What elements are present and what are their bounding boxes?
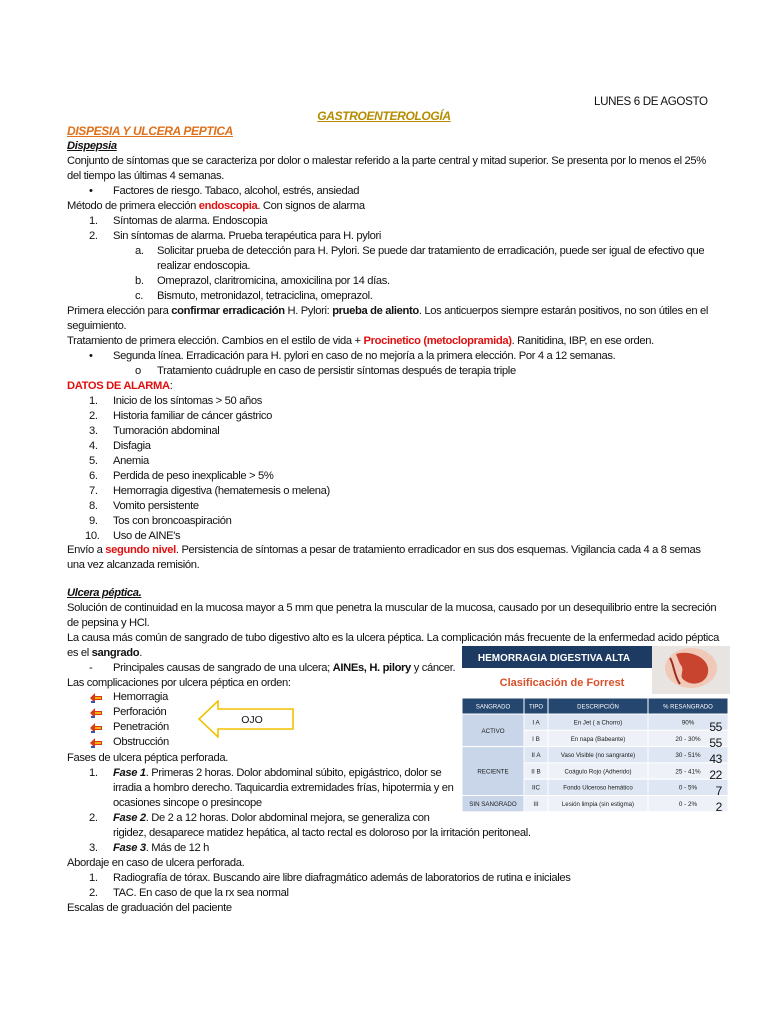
subtitle-dispepsia: Dispepsia: [67, 140, 117, 152]
sub-item-b: Omeprazol, claritromicina, amoxicilina por 14 días.: [157, 275, 390, 287]
list-number: 3.: [89, 842, 98, 854]
dispepsia-definition-line2: del tiempo las últimas 4 semanas.: [67, 170, 224, 182]
segunda-linea: Segunda línea. Erradicación para H. pylori en caso de no mejoría a la primera elección. Por 4 a 12 semanas.: [113, 350, 616, 362]
complicacion-item: Penetración: [113, 721, 169, 733]
list-number: 10.: [85, 530, 100, 542]
side-number: 55: [709, 736, 722, 750]
risk-factors: Factores de riesgo. Tabaco, alcohol, estrés, ansiedad: [113, 185, 360, 197]
alarma-item: Uso de AINE's: [113, 530, 181, 542]
sub-letter: b.: [135, 275, 144, 287]
primera-eleccion-line1: Primera elección para confirmar erradicación H. Pylori: prueba de aliento. Los anticuerpos siempre estarán positivos, no son útiles en el: [67, 305, 709, 317]
sub-letter: a.: [135, 245, 144, 257]
forrest-pct: 0 - 5%: [678, 784, 698, 792]
side-number: 22: [709, 768, 722, 782]
forrest-pct: 90%: [681, 719, 695, 727]
list-number: 1.: [89, 872, 98, 884]
list-item: Sin síntomas de alarma. Prueba terapéutica para H. pylori: [113, 230, 381, 242]
forrest-tipo: I A: [532, 719, 540, 727]
alarma-item: Anemia: [113, 455, 149, 467]
forrest-desc: Coágulo Rojo (Adherido): [564, 768, 632, 776]
pointing-hand-icon: [89, 692, 103, 704]
forrest-group-label: ACTIVO: [481, 727, 505, 735]
side-number: 55: [709, 720, 722, 734]
forrest-group-label: SIN SANGRADO: [469, 801, 517, 809]
list-number: 9.: [89, 515, 98, 527]
alarma-heading: DATOS DE ALARMA:: [67, 380, 173, 392]
ulcera-def-line1: Solución de continuidad en la mucosa mayor a 5 mm que penetra la muscular de la mucosa, causado por un desequilibrio entre la secreción: [67, 602, 717, 614]
fase3-line: Fase 3. Más de 12 h: [113, 842, 209, 854]
alarma-item: Tos con broncoaspiración: [113, 515, 232, 527]
ulcera-def-line2: de pepsina y HCl.: [67, 617, 150, 629]
forrest-header-label: SANGRADO: [475, 704, 511, 711]
list-number: 2.: [89, 230, 98, 242]
forrest-desc: Fondo Ulceroso hemático: [563, 784, 633, 792]
forrest-table-grid: [462, 698, 728, 812]
sub-item-c: Bismuto, metronidazol, tetraciclina, omeprazol.: [157, 290, 373, 302]
side-number: 2: [715, 800, 722, 814]
pointing-hand-icon: [89, 707, 103, 719]
section-title-dispepsia: DISPESIA Y ULCERA PEPTICA: [67, 124, 233, 138]
abordaje-intro: Abordaje en caso de ulcera perforada.: [67, 857, 245, 869]
stomach-illustration-icon: [652, 646, 730, 694]
list-number: 3.: [89, 425, 98, 437]
forrest-pct: 25 - 41%: [675, 768, 701, 776]
forrest-pct: 0 - 2%: [678, 801, 698, 808]
causa-line2: es el sangrado.: [67, 647, 142, 659]
forrest-desc: Lesión limpia (sin estigma): [561, 801, 635, 808]
forrest-desc: En napa (Babeante): [570, 735, 626, 743]
alarma-item: Disfagia: [113, 440, 151, 452]
list-number: 6.: [89, 470, 98, 482]
pointing-hand-icon: [89, 737, 103, 749]
bullet-o: o: [135, 365, 141, 377]
subtitle-ulcera: Ulcera péptica.: [67, 587, 142, 599]
complicacion-item: Perforación: [113, 706, 167, 718]
forrest-banner-text: HEMORRAGIA DIGESTIVA ALTA: [477, 653, 631, 664]
sub-item-a-line1: Solicitar prueba de detección para H. Pylori. Se puede dar tratamiento de erradicación, puede ser igual de efectivo que: [157, 245, 705, 257]
list-item: Síntomas de alarma. Endoscopia: [113, 215, 268, 227]
alarma-item: Perdida de peso inexplicable > 5%: [113, 470, 274, 482]
forrest-desc: En Jet ( a Chorro): [573, 719, 623, 727]
alarma-item: Tumoración abdominal: [113, 425, 220, 437]
list-number: 5.: [89, 455, 98, 467]
causa-line1: La causa más común de sangrado de tubo digestivo alto es la ulcera péptica. La complicación más frecuente de la enfermedad acido péptica: [67, 632, 720, 644]
side-number: 7: [715, 784, 722, 798]
forrest-tipo: II A: [531, 752, 541, 760]
sub-letter: c.: [135, 290, 144, 302]
list-number: 8.: [89, 500, 98, 512]
bullet-dot: •: [89, 185, 93, 197]
list-number: 1.: [89, 767, 98, 779]
page-title: GASTROENTEROLOGÍA: [317, 109, 451, 123]
forrest-classification-table: [462, 646, 730, 824]
primera-eleccion-line2: seguimiento.: [67, 320, 127, 332]
list-number: 7.: [89, 485, 98, 497]
date-label: LUNES 6 DE AGOSTO: [594, 95, 708, 108]
envio-line1: Envío a segundo nivel. Persistencia de síntomas a pesar de tratamiento erradicador en sus dos esquemas. Vigilancia cada 4 a 8 semas: [67, 544, 701, 556]
pointing-hand-icon: [89, 722, 103, 734]
forrest-header-label: % RESANGRADO: [663, 704, 713, 711]
alarma-item: Historia familiar de cáncer gástrico: [113, 410, 273, 422]
envio-line2: una vez alcanzada remisión.: [67, 559, 200, 571]
fase1-line3: ocasiones sincope o presincope: [113, 797, 262, 809]
complicaciones-intro: Las complicaciones por ulcera péptica en orden:: [67, 677, 291, 689]
forrest-desc: Vaso Visible (no sangrante): [560, 752, 636, 760]
list-number: 2.: [89, 812, 98, 824]
dispepsia-definition-line1: Conjunto de síntomas que se caracteriza por dolor o malestar referido a la parte central y mitad superior. Se presenta por lo menos el 25%: [67, 155, 706, 167]
sub-item-a-line2: realizar endoscopia.: [157, 260, 251, 272]
principales-causas: Principales causas de sangrado de una ulcera; AINEs, H. pilory y cáncer.: [113, 662, 456, 674]
forrest-tipo: I B: [532, 735, 540, 743]
alarma-item: Vomito persistente: [113, 500, 199, 512]
fases-intro: Fases de ulcera péptica perforada.: [67, 752, 228, 764]
forrest-title: Clasificación de Forrest: [499, 677, 625, 689]
forrest-tipo: II B: [531, 768, 541, 776]
alarma-item: Hemorragia digestiva (hematemesis o melena): [113, 485, 330, 497]
abordaje-item-1: Radiografía de tórax. Buscando aire libre diafragmático además de laboratorios de rutina e iniciales: [113, 872, 571, 884]
forrest-pct: 20 - 30%: [675, 735, 701, 743]
escalas-line: Escalas de graduación del paciente: [67, 902, 232, 914]
tratamiento-line: Tratamiento de primera elección. Cambios en el estilo de vida + Procinetico (metoclopramida). Ranitidina, IBP, en ese orden.: [67, 335, 654, 347]
complicacion-item: Obstrucción: [113, 736, 169, 748]
fase1-line1: Fase 1. Primeras 2 horas. Dolor abdominal súbito, epigástrico, dolor se: [113, 767, 442, 779]
complicacion-item: Hemorragia: [113, 691, 168, 703]
side-number: 43: [709, 752, 722, 766]
list-number: 2.: [89, 887, 98, 899]
metodo-eleccion: Método de primera elección endoscopia. Con signos de alarma: [67, 200, 365, 212]
forrest-tipo: IIC: [531, 784, 541, 792]
bullet-dot: •: [89, 350, 93, 362]
forrest-pct: 30 - 51%: [675, 752, 701, 760]
dash-bullet: -: [89, 662, 93, 674]
list-number: 1.: [89, 395, 98, 407]
ojo-label: OJO: [241, 714, 263, 726]
list-number: 2.: [89, 410, 98, 422]
list-number: 4.: [89, 440, 98, 452]
forrest-header-label: DESCRIPCIÓN: [577, 704, 619, 711]
abordaje-item-2: TAC. En caso de que la rx sea normal: [113, 887, 289, 899]
forrest-group-label: RECIENTE: [477, 768, 509, 776]
fase1-line2: irradia a hombro derecho. Taquicardia extremidades frías, hipotermia y en: [113, 782, 454, 794]
alarma-item: Inicio de los síntomas > 50 años: [113, 395, 262, 407]
fase2-line1: Fase 2. De 2 a 12 horas. Dolor abdominal mejora, se generaliza con: [113, 812, 430, 824]
forrest-header-label: TIPO: [528, 704, 544, 711]
list-number: 1.: [89, 215, 98, 227]
ojo-arrow: [198, 700, 294, 738]
tratamiento-cuadruple: Tratamiento cuádruple en caso de persistir síntomas después de terapia triple: [157, 365, 516, 377]
forrest-tipo: III: [533, 801, 539, 808]
fase2-line2: rigidez, desaparece matidez hepática, al tacto rectal es doloroso por la irritación peritoneal.: [113, 827, 531, 839]
